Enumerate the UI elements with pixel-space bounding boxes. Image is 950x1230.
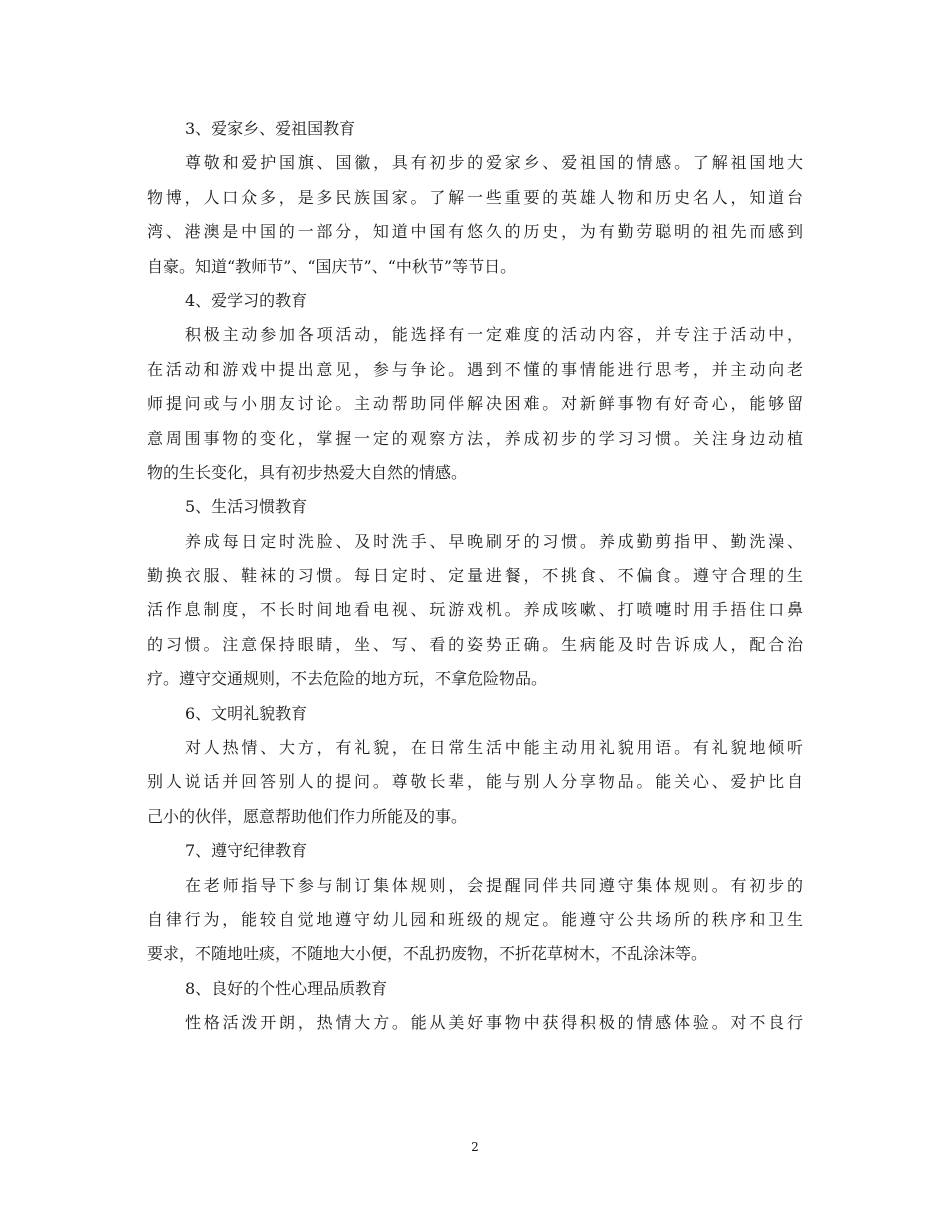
paragraph-line: 性格活泼开朗，热情大方。能从美好事物中获得积极的情感体验。对不良行 — [185, 1013, 803, 1033]
section-heading: 8、良好的个性心理品质教育 — [185, 978, 388, 998]
paragraph-line: 养成每日定时洗脸、及时洗手、早晚刷牙的习惯。养成勤剪指甲、勤洗澡、 — [185, 531, 803, 551]
paragraph-line: 疗。遵守交通规则，不去危险的地方玩，不拿危险物品。 — [147, 669, 548, 689]
paragraph-line: 物的生长变化，具有初步热爱大自然的情感。 — [147, 462, 468, 482]
page-number: 2 — [471, 1140, 479, 1154]
paragraph-line: 湾、港澳是中国的一部分，知道中国有悠久的历史，为有勤劳聪明的祖先而感到 — [147, 222, 803, 242]
paragraph-line: 活作息制度，不长时间地看电视、玩游戏机。养成咳嗽、打喷嚏时用手捂住口鼻 — [147, 600, 803, 620]
document-body — [147, 112, 803, 1041]
section-heading: 6、文明礼貌教育 — [185, 703, 308, 723]
paragraph-line: 在活动和游戏中提出意见，参与争论。遇到不懂的事情能进行思考，并主动向老 — [147, 359, 803, 379]
section-heading: 4、爱学习的教育 — [185, 290, 308, 310]
paragraph-line: 要求，不随地吐痰，不随地大小便，不乱扔废物，不折花草树木，不乱涂沫等。 — [147, 944, 708, 964]
paragraph-line: 意周围事物的变化，掌握一定的观察方法，养成初步的学习习惯。关注身边动植 — [147, 428, 803, 448]
paragraph-line: 自律行为，能较自觉地遵守幼儿园和班级的规定。能遵守公共场所的秩序和卫生 — [147, 909, 803, 929]
paragraph-line: 积极主动参加各项活动，能选择有一定难度的活动内容，并专注于活动中， — [185, 325, 803, 345]
paragraph-line: 的习惯。注意保持眼睛，坐、写、看的姿势正确。生病能及时告诉成人，配合治 — [147, 634, 803, 654]
paragraph-line: 师提问或与小朋友讨论。主动帮助同伴解决困难。对新鲜事物有好奇心，能够留 — [147, 394, 803, 414]
paragraph-line: 勤换衣服、鞋袜的习惯。每日定时、定量进餐，不挑食、不偏食。遵守合理的生 — [147, 566, 803, 586]
paragraph-line: 在老师指导下参与制订集体规则，会提醒同伴共同遵守集体规则。有初步的 — [185, 875, 803, 895]
paragraph-line: 自豪。知道“教师节”、“国庆节”、“中秋节”等节日。 — [147, 256, 517, 276]
section-heading: 3、爱家乡、爱祖国教育 — [185, 119, 356, 138]
paragraph-line: 己小的伙伴，愿意帮助他们作力所能及的事。 — [147, 806, 468, 826]
paragraph-line: 尊敬和爱护国旗、国徽，具有初步的爱家乡、爱祖国的情感。了解祖国地大 — [185, 153, 803, 173]
section-heading: 7、遵守纪律教育 — [185, 841, 308, 861]
paragraph-line: 别人说话并回答别人的提问。尊敬长辈，能与别人分享物品。能关心、爱护比自 — [147, 772, 803, 792]
paragraph-line: 物博，人口众多，是多民族国家。了解一些重要的英雄人物和历史名人，知道台 — [147, 187, 803, 207]
paragraph-line: 对人热情、大方，有礼貌，在日常生活中能主动用礼貌用语。有礼貌地倾听 — [185, 738, 803, 758]
section-heading: 5、生活习惯教育 — [185, 497, 308, 517]
